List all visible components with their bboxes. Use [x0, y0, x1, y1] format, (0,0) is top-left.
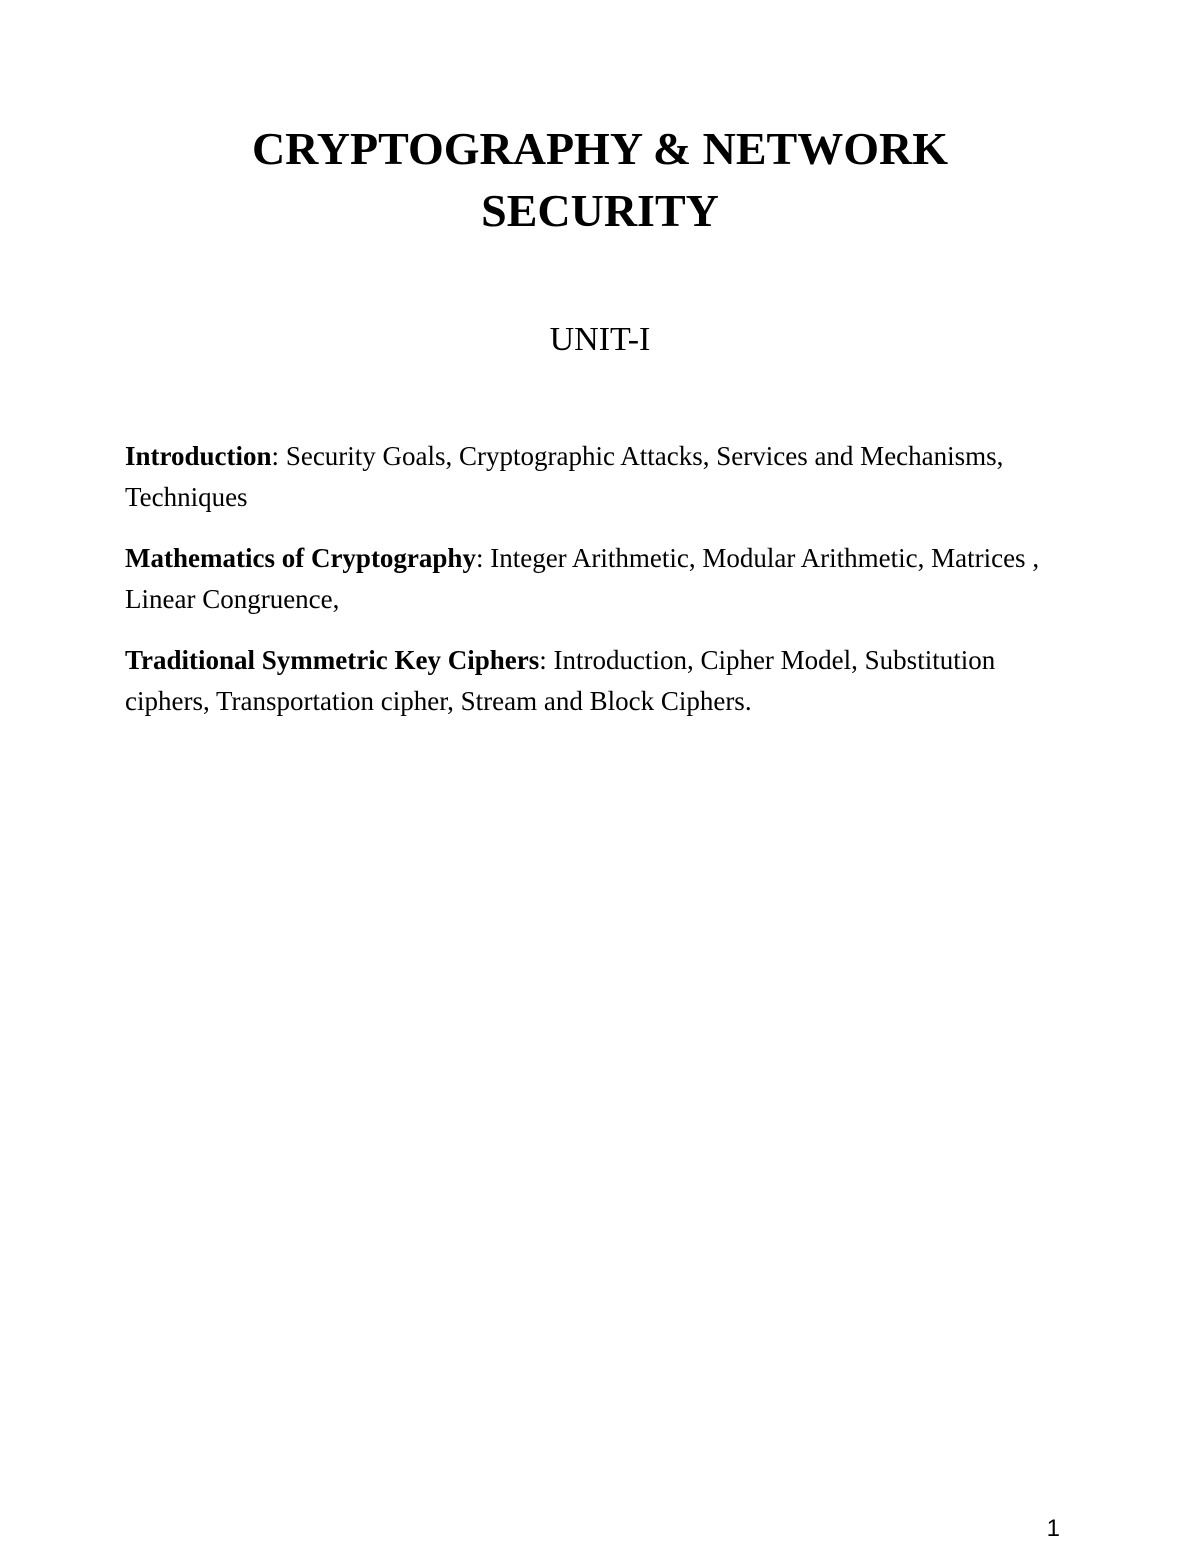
topic-separator: :	[271, 441, 286, 471]
topic-mathematics-of-cryptography	[125, 538, 1075, 620]
topic-introduction	[125, 436, 1075, 518]
topic-traditional-symmetric-key-ciphers	[125, 640, 1075, 722]
topic-heading: Mathematics of Cryptography	[125, 543, 476, 573]
topic-content: Security Goals, Cryptographic Attacks, Services and Mechanisms, Techniques	[125, 441, 1004, 512]
unit-heading: UNIT-I	[549, 321, 651, 358]
topic-content: Integer Arithmetic, Modular Arithmetic, Matrices , Linear Congruence,	[125, 543, 1040, 614]
topic-content: Introduction, Cipher Model, Substitution ciphers, Transportation cipher, Stream and Block Ciphers.	[125, 645, 996, 716]
topic-heading: Introduction	[125, 441, 272, 471]
page-number: 1	[1046, 1515, 1060, 1542]
topic-separator: :	[539, 645, 554, 675]
topic-list	[125, 436, 1075, 742]
document-title-line-1: CRYPTOGRAPHY & NETWORK	[251, 123, 949, 174]
topic-separator: :	[475, 543, 491, 573]
document-title	[0, 118, 1200, 242]
document-title-line-2: SECURITY	[481, 185, 719, 236]
topic-heading: Traditional Symmetric Key Ciphers	[125, 645, 540, 675]
